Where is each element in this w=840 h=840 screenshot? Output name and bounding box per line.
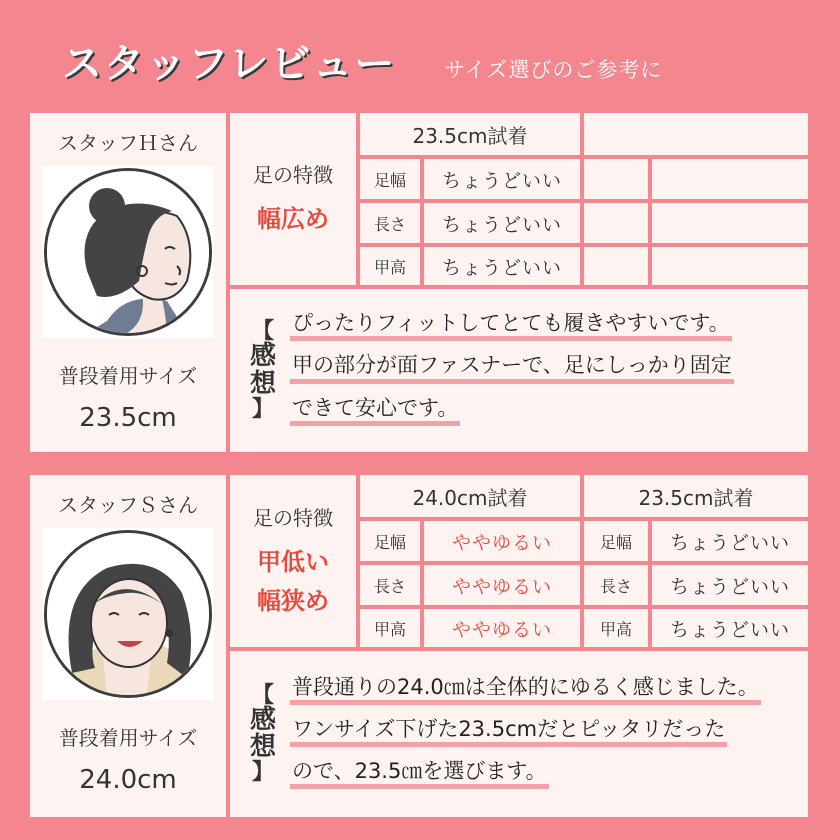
foot-features-label: 足の特徴 [253,163,333,188]
foot-feature-value: 幅広め [257,205,329,234]
impression-text [290,671,761,798]
row-label: 甲高 [360,609,420,647]
staff-name: スタッフＳさん [58,493,198,517]
row-value: ややゆるい [424,521,580,561]
row-label [584,203,648,243]
avatar [42,166,214,338]
row-value: ちょうどいい [652,521,808,561]
row-label: 足幅 [360,159,420,199]
row-value: ややゆるい [424,565,580,605]
row-label [584,159,648,199]
usual-size-label: 普段着用サイズ [58,364,198,388]
trial-title [584,113,808,155]
staff-avatar-icon [44,530,212,698]
row-value [652,159,808,199]
impression-line: ぴったりフィットしてとても履きやすいです。 [290,311,732,341]
row-label: 長さ [584,565,648,605]
impression-label: 【 感 想 】 [249,682,276,786]
row-value: ちょうどいい [424,159,580,199]
trial-title: 23.5cm試着 [360,113,580,155]
foot-features [230,475,356,647]
row-label [584,247,648,285]
row-value: ちょうどいい [424,203,580,243]
foot-features [230,113,356,285]
usual-size-value: 24.0cm [79,765,177,795]
page-subtitle: サイズ選びのご参考に [444,58,663,82]
usual-size-label: 普段着用サイズ [58,726,198,750]
row-label: 足幅 [360,521,420,561]
impression-line: 普段通りの24.0㎝は全体的にゆるく感じました。 [290,675,761,705]
foot-feature-value: 甲低い 幅狭め [257,548,329,615]
row-label: 甲高 [584,609,648,647]
avatar [42,528,214,700]
row-value [652,247,808,285]
row-label: 甲高 [360,247,420,285]
row-value: ややゆるい [424,609,580,647]
impression-line: 甲の部分が面ファスナーで、足にしっかり固定 [290,353,734,383]
review-card-staff-h [30,113,808,452]
row-value: ちょうどいい [652,609,808,647]
staff-avatar-icon [44,168,212,336]
staff-profile [30,113,226,452]
row-label: 長さ [360,565,420,605]
staff-profile [30,475,226,817]
impression-line: ワンサイズ下げた23.5cmだとピッタリだった [290,717,727,747]
page-title: スタッフレビュー [62,41,397,87]
staff-name: スタッフＨさん [58,131,198,155]
row-value: ちょうどいい [652,565,808,605]
trial-title: 23.5cm試着 [584,475,808,517]
row-value: ちょうどいい [424,247,580,285]
foot-features-label: 足の特徴 [253,506,333,531]
usual-size-value: 23.5cm [79,403,177,433]
review-card-staff-s [30,475,808,817]
row-label: 長さ [360,203,420,243]
impression-text [290,307,734,434]
impression-box [230,289,808,452]
impression-label: 【 感 想 】 [249,319,276,422]
trial-title: 24.0cm試着 [360,475,580,517]
impression-line: できて安心です。 [290,396,460,426]
row-value [652,203,808,243]
impression-box [230,651,808,817]
impression-line: ので、23.5㎝を選びます。 [290,759,549,789]
row-label: 足幅 [584,521,648,561]
